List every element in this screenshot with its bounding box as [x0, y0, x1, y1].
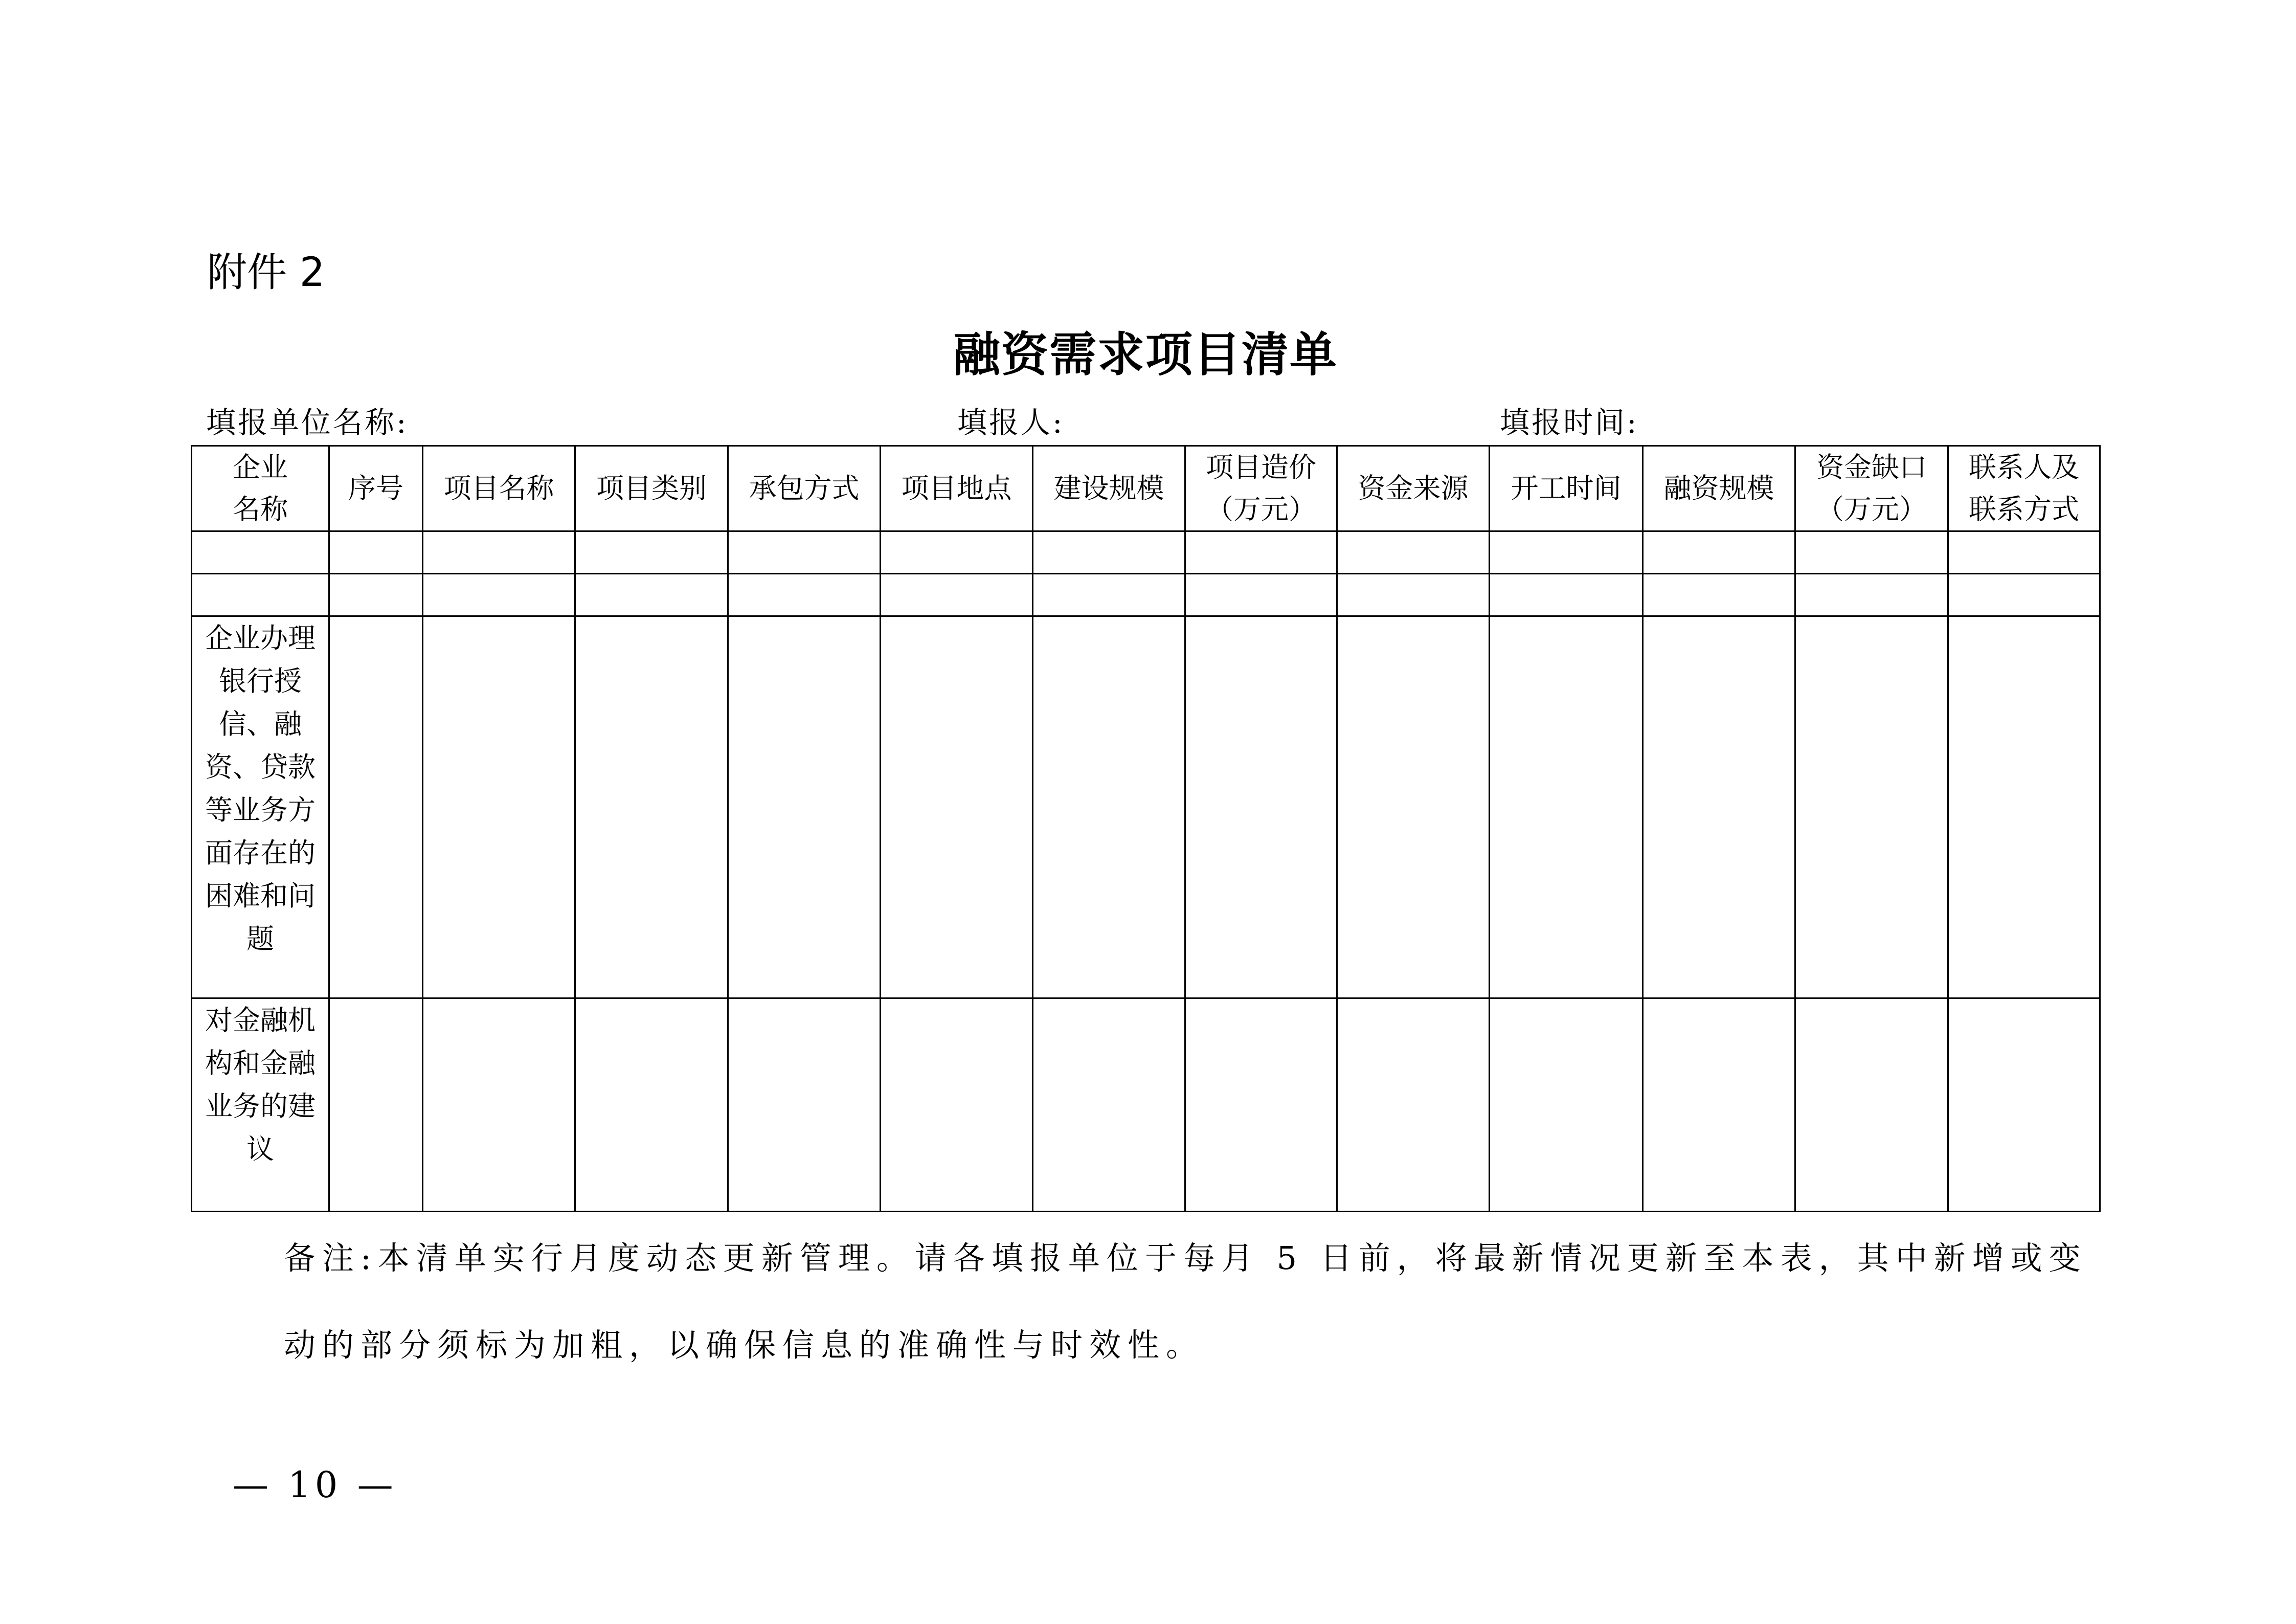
table-cell[interactable]: [423, 574, 575, 616]
filler-label: 填报人:: [957, 405, 1065, 440]
suggestions-row: [192, 998, 2100, 1212]
table-cell[interactable]: [1490, 616, 1643, 998]
table-row: [192, 574, 2100, 616]
table-cell[interactable]: [423, 531, 575, 574]
table-cell[interactable]: [1490, 531, 1643, 574]
table-cell[interactable]: [1337, 998, 1490, 1212]
issues-row: [192, 616, 2100, 998]
header-contact: 联系人及 联系方式: [1948, 446, 2100, 531]
document-title: 融资需求项目清单: [953, 327, 1338, 382]
fill-time-label: 填报时间:: [1500, 405, 1639, 440]
table-cell[interactable]: [881, 616, 1033, 998]
table-cell[interactable]: [1033, 998, 1185, 1212]
table-cell[interactable]: [329, 616, 423, 998]
table-cell[interactable]: [1948, 531, 2100, 574]
table-cell[interactable]: [1033, 531, 1185, 574]
table-cell[interactable]: [1948, 616, 2100, 998]
header-project-location: 项目地点: [881, 446, 1033, 531]
table-cell[interactable]: [1337, 531, 1490, 574]
note-line-1: 备注:本清单实行月度动态更新管理。请各填报单位于每月 5 日前，将最新情况更新至本表，其中新增或变: [284, 1239, 2087, 1277]
header-funding-gap: 资金缺口 （万元）: [1795, 446, 1948, 531]
attachment-label: 附件 2: [207, 250, 325, 296]
table-cell[interactable]: [881, 998, 1033, 1212]
table-cell[interactable]: [1185, 616, 1337, 998]
table-cell[interactable]: [1948, 574, 2100, 616]
table-cell[interactable]: [575, 998, 728, 1212]
reporting-unit-label: 填报单位名称:: [206, 405, 409, 440]
table-cell[interactable]: [575, 531, 728, 574]
header-contract-method: 承包方式: [728, 446, 881, 531]
header-funding-source: 资金来源: [1337, 446, 1490, 531]
header-project-name: 项目名称: [423, 446, 575, 531]
table-cell[interactable]: [881, 531, 1033, 574]
table-cell[interactable]: [1185, 574, 1337, 616]
table-cell[interactable]: [1795, 616, 1948, 998]
table-cell[interactable]: [1337, 616, 1490, 998]
table-cell[interactable]: [1948, 998, 2100, 1212]
table-cell[interactable]: [728, 574, 881, 616]
table-cell[interactable]: [728, 616, 881, 998]
note-line-2: 动的部分须标为加粗，以确保信息的准确性与时效性。: [284, 1326, 1205, 1364]
table-cell[interactable]: [1185, 998, 1337, 1212]
table-cell[interactable]: [575, 574, 728, 616]
table-cell[interactable]: [1033, 616, 1185, 998]
header-project-category: 项目类别: [575, 446, 728, 531]
table-header-row: [192, 446, 2100, 531]
table-cell[interactable]: [1490, 574, 1643, 616]
table-cell[interactable]: [1643, 531, 1795, 574]
header-company-name: 企业 名称: [192, 446, 329, 531]
table-cell[interactable]: [1643, 616, 1795, 998]
table-cell[interactable]: [1185, 531, 1337, 574]
table-cell[interactable]: [1337, 574, 1490, 616]
table-cell[interactable]: [575, 616, 728, 998]
table-cell[interactable]: [329, 574, 423, 616]
suggestions-row-label: 对金融机构和金融业务的建议: [192, 998, 329, 1212]
table-cell[interactable]: [1795, 574, 1948, 616]
table-cell[interactable]: [1643, 998, 1795, 1212]
header-start-time: 开工时间: [1490, 446, 1643, 531]
header-financing-scale: 融资规模: [1643, 446, 1795, 531]
table-cell[interactable]: [1795, 531, 1948, 574]
table-cell[interactable]: [329, 998, 423, 1212]
table-cell[interactable]: [192, 574, 329, 616]
table-cell[interactable]: [423, 616, 575, 998]
page-number: — 10 —: [233, 1464, 397, 1506]
header-construction-scale: 建设规模: [1033, 446, 1185, 531]
issues-row-label: 企业办理银行授信、融资、贷款等业务方面存在的困难和问题: [192, 616, 329, 998]
header-serial-number: 序号: [329, 446, 423, 531]
table-row: [192, 531, 2100, 574]
table-cell[interactable]: [1795, 998, 1948, 1212]
table-cell[interactable]: [728, 531, 881, 574]
header-project-cost: 项目造价 （万元）: [1185, 446, 1337, 531]
table-cell[interactable]: [1033, 574, 1185, 616]
table-cell[interactable]: [329, 531, 423, 574]
financing-projects-table: [191, 445, 2101, 1212]
table-cell[interactable]: [192, 531, 329, 574]
table-cell[interactable]: [1490, 998, 1643, 1212]
table-cell[interactable]: [423, 998, 575, 1212]
table-cell[interactable]: [1643, 574, 1795, 616]
table-cell[interactable]: [881, 574, 1033, 616]
table-cell[interactable]: [728, 998, 881, 1212]
